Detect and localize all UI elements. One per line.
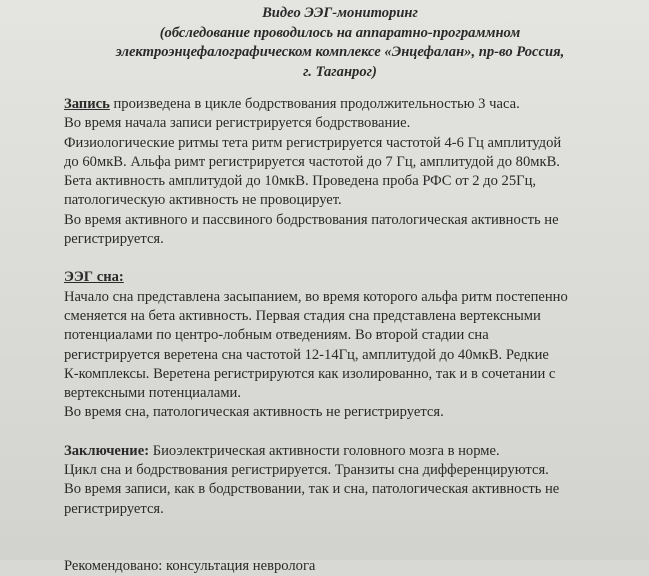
record-line: регистрируется. [64,231,164,248]
conclusion-line: Цикл сна и бодрствования регистрируется. Транзиты сна дифференцируются. [64,462,549,479]
sleep-line: регистрируется веретена сна частотой 12-14Гц, амплитудой до 40мкВ. Редкие [64,346,549,363]
record-line: Во время начала записи регистрируется бодрствование. [64,115,411,132]
document-body [64,95,634,576]
sleep-line: вертексными потенциалами. [64,385,242,402]
sleep-heading: ЭЭГ сна: [64,269,124,286]
section-gap [64,519,634,538]
conclusion-line: Во время записи, как в бодрствовании, так и сна, патологическая активность не [64,481,560,498]
sleep-line: Во время сна, патологическая активность не регистрируется. [64,404,444,421]
sleep-line: К-комплексы. Веретена регистрируются как изолированно, так и в сочетании с [64,365,556,382]
document-header [60,4,620,82]
conclusion-line: регистрируется. [64,500,164,517]
sleep-line: сменяется на бета активность. Первая стадия сна представлена вертексными [64,307,541,324]
section-gap [64,249,634,268]
header-subtitle-line-1: (обследование проводилось на аппаратно-программном [159,24,521,41]
section-gap [64,538,634,557]
section-gap [64,423,634,442]
header-subtitle-line-2: электроэнцефалографическом комплексе «Энцефалан», пр-во Россия, [115,44,565,60]
conclusion-heading: Заключение: [64,442,150,459]
sleep-line: потенциалами по центро-лобным отведениям. Во второй стадии сна [64,327,489,344]
record-line: произведена в цикле бодрствования продолжительностью 3 часа. [109,96,520,112]
section-record [64,95,634,249]
record-heading: Запись [64,96,110,112]
conclusion-line: Биоэлектрическая активности головного мозга в норме. [149,442,500,459]
record-line: Физиологические ритмы тета ритм регистрируется частотой 4-6 Гц амплитудой [64,134,562,151]
record-line: до 60мкВ. Альфа римт регистрируется частотой до 7 Гц, амплитудой до 80мкВ. [64,153,560,170]
sleep-line: Начало сна представлена засыпанием, во время которого альфа ритм постепенно [64,288,568,305]
record-line: патологическую активность не провоцирует. [64,192,342,209]
section-sleep [64,268,634,422]
section-conclusion [64,442,634,519]
recommendation: Рекомендовано: консультация невролога [64,557,316,574]
record-line: Во время активного и пассвиного бодрствования патологическая активность не [64,211,559,228]
header-subtitle-line-3: г. Таганрог) [303,63,377,80]
record-line: Бета активность амплитудой до 10мкВ. Проведена проба РФС от 2 до 25Гц, [64,173,537,190]
header-title: Видео ЭЭГ-мониторинг [262,5,418,21]
